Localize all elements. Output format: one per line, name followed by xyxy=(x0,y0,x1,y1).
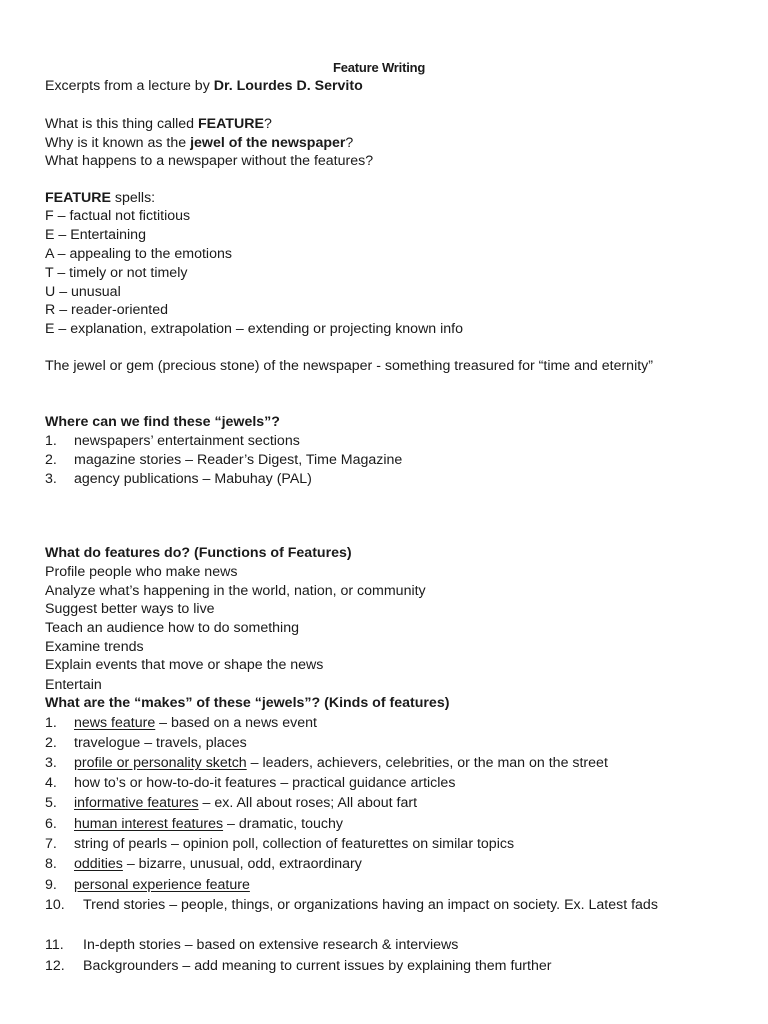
list-number: 2. xyxy=(45,452,57,468)
kind-description: string of pearls – opinion poll, collection of featurettes on similar topics xyxy=(74,836,515,852)
jewel-paragraph: The jewel or gem (precious stone) of the newspaper - something treasured for “time and eternity” xyxy=(45,358,653,374)
kinds-heading-text: What are the “makes” of these “jewels”? (Kinds of features) xyxy=(45,695,450,711)
question-line xyxy=(45,152,373,170)
list-text xyxy=(74,835,514,853)
spells-heading-bold: FEATURE xyxy=(45,190,111,206)
list-number: 2. xyxy=(45,735,57,751)
question-text: What is this thing called xyxy=(45,116,198,132)
list-text xyxy=(74,876,250,894)
list-number: 1. xyxy=(45,433,57,449)
list-text: Backgrounders – add meaning to current issues by explaining them further xyxy=(83,958,552,974)
spells-item: R – reader-oriented xyxy=(45,302,169,318)
where-heading xyxy=(45,413,280,431)
function-item: Entertain xyxy=(45,677,102,693)
function-item: Analyze what’s happening in the world, nation, or community xyxy=(45,583,426,599)
kind-term: informative features xyxy=(74,795,199,811)
spells-item: T – timely or not timely xyxy=(45,265,188,281)
question-bold: FEATURE xyxy=(197,116,264,132)
kind-description: travelogue – travels, places xyxy=(74,735,247,751)
list-number: 5. xyxy=(45,795,57,811)
kind-term: personal experience feature xyxy=(74,877,250,893)
list-text: agency publications – Mabuhay (PAL) xyxy=(74,471,312,487)
function-item: Explain events that move or shape the news xyxy=(45,657,324,673)
list-text: newspapers’ entertainment sections xyxy=(74,433,300,449)
kinds-heading xyxy=(45,694,449,712)
spells-item: F – factual not fictitious xyxy=(45,208,191,224)
kind-description: – ex. All about roses; All about fart xyxy=(198,795,418,811)
list-text: Trend stories – people, things, or organizations having an impact on society. Ex. Latest fads xyxy=(83,897,658,913)
list-number: 1. xyxy=(45,715,57,731)
list-text xyxy=(74,774,455,792)
functions-heading-text: What do features do? (Functions of Features) xyxy=(45,545,352,561)
question-line xyxy=(45,134,353,152)
list-text xyxy=(74,734,247,752)
question-end: ? xyxy=(345,135,354,151)
kind-description: – based on a news event xyxy=(155,715,317,731)
kind-term: profile or personality sketch xyxy=(74,755,247,771)
list-text xyxy=(74,815,343,833)
list-number: 3. xyxy=(45,471,57,487)
list-text xyxy=(74,855,362,873)
byline-author: Dr. Lourdes D. Servito xyxy=(213,78,363,94)
function-item: Profile people who make news xyxy=(45,564,238,580)
spells-item: U – unusual xyxy=(45,284,121,300)
spells-item: E – explanation, extrapolation – extending or projecting known info xyxy=(45,321,464,337)
list-text: magazine stories – Reader’s Digest, Time Magazine xyxy=(74,452,403,468)
list-number: 3. xyxy=(45,755,57,771)
function-item: Examine trends xyxy=(45,639,144,655)
list-text: In-depth stories – based on extensive research & interviews xyxy=(83,937,459,953)
list-text xyxy=(74,714,317,732)
question-text: Why is it known as the xyxy=(45,135,191,151)
list-number: 10. xyxy=(45,897,65,913)
list-text xyxy=(74,794,417,812)
spells-heading-rest: spells: xyxy=(110,190,156,206)
spells-heading xyxy=(45,189,155,207)
kind-description: how to’s or how-to-do-it features – practical guidance articles xyxy=(74,775,456,791)
list-number: 11. xyxy=(45,937,64,953)
functions-heading xyxy=(45,544,352,562)
question-end: ? xyxy=(263,116,272,132)
document-title: Feature Writing xyxy=(333,60,426,75)
kind-term: oddities xyxy=(74,856,123,872)
list-number: 6. xyxy=(45,816,57,832)
kind-description: – dramatic, touchy xyxy=(223,816,343,832)
where-heading-text: Where can we find these “jewels”? xyxy=(45,414,280,430)
kind-item xyxy=(45,896,705,936)
byline xyxy=(45,77,363,95)
spells-item: E – Entertaining xyxy=(45,227,146,243)
kind-term: news feature xyxy=(74,715,156,731)
list-number: 7. xyxy=(45,836,57,852)
spells-item: A – appealing to the emotions xyxy=(45,246,232,262)
question-line xyxy=(45,115,272,133)
list-number: 12. xyxy=(45,958,65,974)
kind-description: – leaders, achievers, celebrities, or the man on the street xyxy=(246,755,608,771)
kind-description: – bizarre, unusual, odd, extraordinary xyxy=(122,856,362,872)
function-item: Suggest better ways to live xyxy=(45,601,215,617)
byline-prefix: Excerpts from a lecture by xyxy=(45,78,214,94)
kind-term: human interest features xyxy=(74,816,224,832)
list-number: 8. xyxy=(45,856,57,872)
function-item: Teach an audience how to do something xyxy=(45,620,299,636)
question-text: What happens to a newspaper without the features? xyxy=(45,153,374,169)
list-number: 9. xyxy=(45,877,57,893)
question-bold: jewel of the newspaper xyxy=(190,135,346,151)
list-number: 4. xyxy=(45,775,57,791)
list-text xyxy=(74,754,608,772)
